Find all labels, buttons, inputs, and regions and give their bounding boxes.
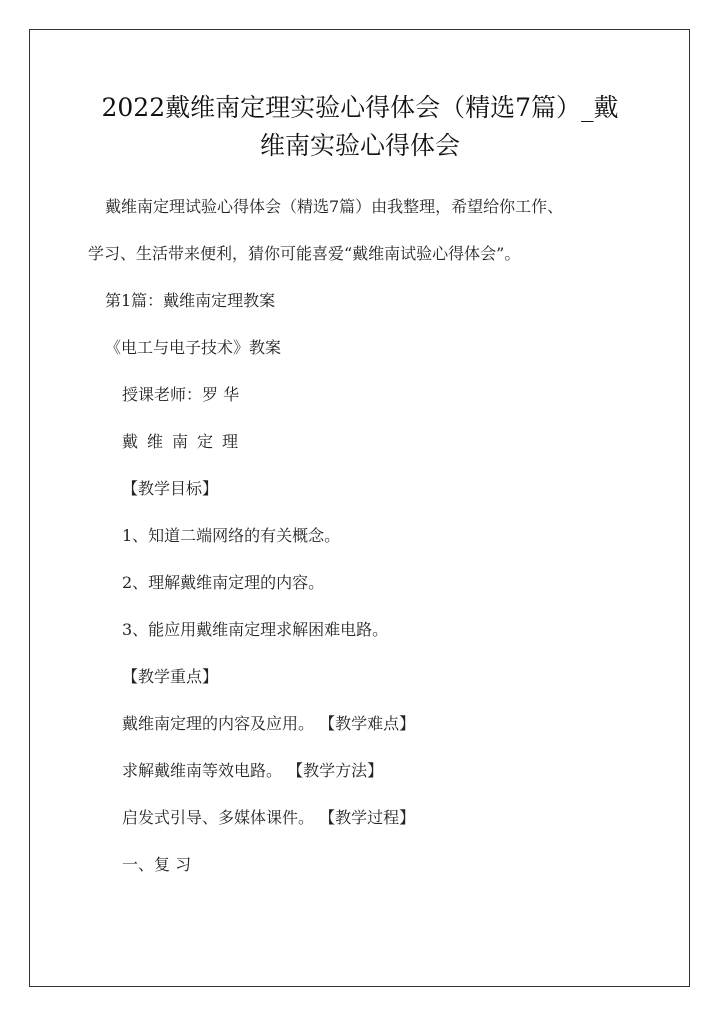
key-points-line: 戴维南定理的内容及应用。 【教学难点】: [122, 714, 416, 733]
goals-heading: 【教学目标】: [122, 479, 219, 498]
teacher-line: 授课老师：罗 华: [122, 385, 240, 404]
course-title: 《电工与电子技术》教案: [105, 338, 282, 357]
intro-paragraph-line-2: 学习、生活带来便利，猜你可能喜爱“戴维南试验心得体会”。: [88, 244, 521, 263]
method-line: 启发式引导、多媒体课件。 【教学过程】: [122, 808, 416, 827]
difficulty-line: 求解戴维南等效电路。 【教学方法】: [122, 761, 384, 780]
goal-item-2: 2、理解戴维南定理的内容。: [122, 573, 325, 592]
document-title-line-1: 2022戴维南定理实验心得体会（精选7篇）_戴: [101, 93, 619, 122]
page-border: [29, 29, 690, 987]
topic-line: 戴维南定理: [122, 432, 248, 451]
intro-paragraph-line-1: 戴维南定理试验心得体会（精选7篇）由我整理，希望给你工作、: [105, 197, 564, 216]
review-section: 一、复 习: [122, 855, 192, 874]
goal-item-3: 3、能应用戴维南定理求解困难电路。: [122, 620, 389, 639]
document-title-line-2: 维南实验心得体会: [259, 131, 460, 160]
part-heading: 第1篇：戴维南定理教案: [105, 291, 276, 310]
goal-item-1: 1、知道二端网络的有关概念。: [122, 526, 341, 545]
key-points-heading: 【教学重点】: [122, 667, 219, 686]
